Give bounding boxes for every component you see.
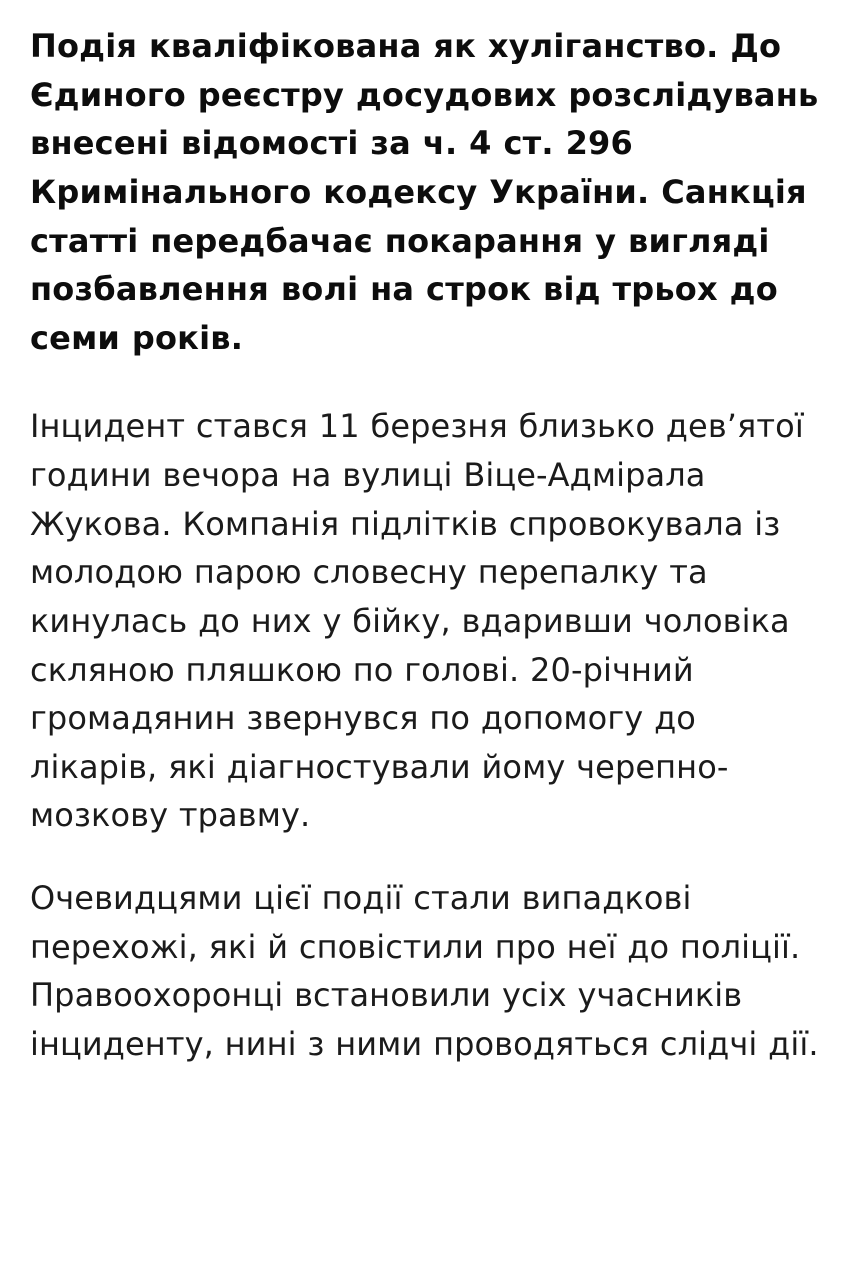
lead-paragraph: Подія кваліфікована як хуліганство. До Єдиного реєстру досудових розслідувань внесені відомості за ч. 4 ст. 296 Кримінального кодексу України. Санкція статті передбачає покарання у вигляді позбавлення волі на строк від трьох до семи років.	[30, 27, 819, 357]
body-paragraph-2: Очевидцями цієї події стали випадкові перехожі, які й сповістили про неї до поліції. Правоохоронці встановили усіх учасників інциденту, нині з ними проводяться слідчі дії.	[30, 879, 819, 1063]
body-paragraph-1: Інцидент стався 11 березня близько дев’ятої години вечора на вулиці Віце-Адмірала Жукова. Компанія підлітків спровокувала із молодою парою словесну перепалку та кинулась до них у бійку, вдаривши чоловіка скляною пляшкою по голові. 20-річний громадянин звернувся по допомогу до лікарів, які діагностували йому черепно-мозкову травму.	[30, 407, 804, 835]
article-body	[30, 22, 833, 1069]
